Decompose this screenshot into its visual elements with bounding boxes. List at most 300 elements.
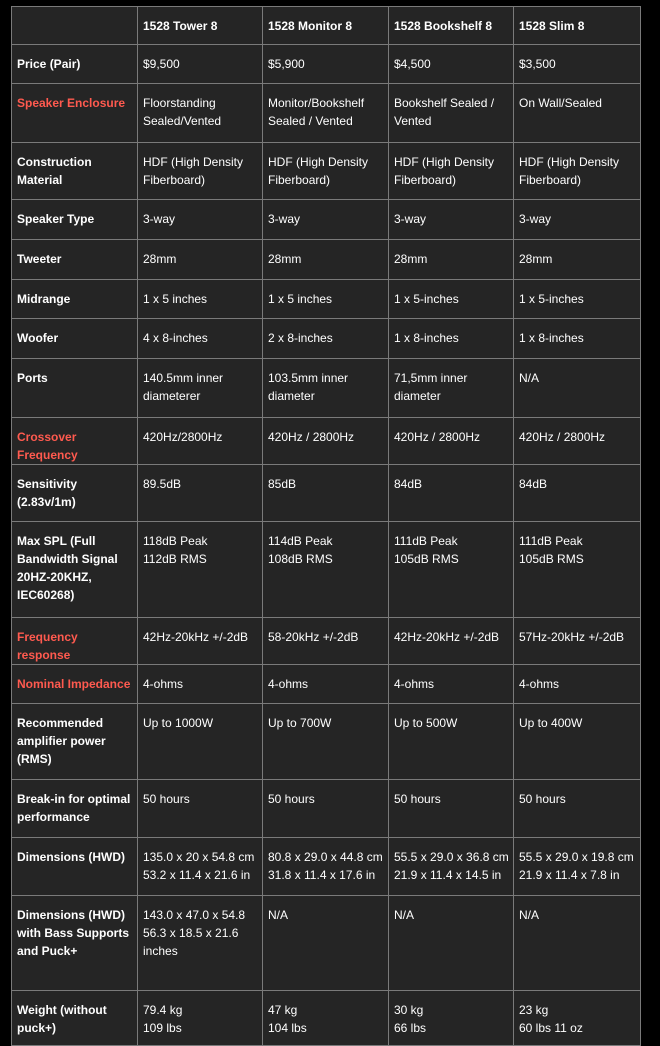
row-label-line: Sensitivity	[17, 477, 78, 491]
spec-value	[143, 780, 257, 808]
spec-value-cell	[389, 319, 514, 359]
spec-value-cell	[389, 240, 514, 280]
spec-value-line: Monitor/Bookshelf	[268, 96, 365, 110]
spec-value	[394, 240, 508, 268]
spec-value-line: 71,5mm inner	[394, 371, 468, 385]
row-label	[12, 618, 138, 665]
row-label-text	[17, 319, 132, 347]
spec-value-line: 420Hz/2800Hz	[143, 430, 223, 444]
spec-value-cell	[514, 143, 641, 200]
spec-value-line: 85dB	[268, 477, 297, 491]
row-label-line: Recommended	[17, 716, 104, 730]
spec-value-line: Fiberboard)	[519, 173, 582, 187]
row-label-line: 20HZ-20KHZ,	[17, 570, 92, 584]
row-label-line: performance	[17, 810, 90, 824]
spec-value-line: diameter	[394, 389, 441, 403]
spec-value-line: Sealed/Vented	[143, 114, 222, 128]
spec-value-line: Vented	[394, 114, 432, 128]
spec-value	[519, 704, 635, 732]
spec-value-line: Fiberboard)	[394, 173, 457, 187]
spec-value	[394, 991, 508, 1037]
spec-row	[12, 465, 641, 522]
row-label	[12, 319, 138, 359]
spec-value-line: N/A	[268, 908, 289, 922]
spec-value-cell	[514, 838, 641, 896]
spec-value	[143, 143, 257, 189]
header-model-tower: 1528 Tower 8	[138, 7, 263, 45]
row-label-text	[17, 780, 132, 826]
spec-value-line: 50 hours	[268, 792, 315, 806]
spec-value-line: 4-ohms	[394, 677, 435, 691]
spec-row	[12, 240, 641, 280]
spec-value-cell	[138, 838, 263, 896]
spec-value-line: 42Hz-20kHz +/-2dB	[394, 630, 500, 644]
spec-row	[12, 418, 641, 465]
spec-value-cell	[138, 280, 263, 319]
spec-value	[519, 991, 635, 1037]
spec-value	[394, 838, 508, 884]
spec-value-line: 47 kg	[268, 1003, 298, 1017]
spec-value	[394, 780, 508, 808]
spec-value-cell	[138, 319, 263, 359]
row-label	[12, 465, 138, 522]
spec-value-cell	[263, 991, 389, 1046]
spec-value-line: 28mm	[519, 252, 553, 266]
spec-value	[143, 240, 257, 268]
spec-value-line: 1 x 8-inches	[394, 331, 459, 345]
spec-value-line: Up to 1000W	[143, 716, 214, 730]
spec-value	[143, 838, 257, 884]
spec-value-line: 108dB RMS	[268, 552, 333, 566]
spec-row	[12, 319, 641, 359]
spec-row	[12, 991, 641, 1046]
row-label-line: Dimensions (HWD)	[17, 850, 125, 864]
spec-value-cell	[514, 319, 641, 359]
row-label-line: Midrange	[17, 292, 71, 306]
spec-value-line: 112dB RMS	[143, 552, 207, 566]
spec-value-line: 2 x 8-inches	[268, 331, 333, 345]
spec-value-line: 84dB	[519, 477, 548, 491]
spec-value-line: 105dB RMS	[394, 552, 459, 566]
spec-value	[143, 896, 257, 960]
row-label-line: Nominal Impedance	[17, 677, 131, 691]
spec-value-line: 109 lbs	[143, 1021, 182, 1035]
spec-value-line: 1 x 5-inches	[394, 292, 459, 306]
spec-value-cell	[138, 704, 263, 780]
spec-table-body	[12, 45, 641, 1046]
row-label-line: Tweeter	[17, 252, 62, 266]
spec-value-line: 103.5mm inner	[268, 371, 349, 385]
row-label-line: Frequency response	[17, 630, 78, 662]
spec-value	[268, 991, 383, 1037]
spec-value	[519, 84, 635, 112]
spec-value	[519, 838, 635, 884]
spec-value-line: 420Hz / 2800Hz	[519, 430, 606, 444]
spec-value-cell	[389, 704, 514, 780]
row-label	[12, 143, 138, 200]
spec-value	[268, 838, 383, 884]
spec-value	[519, 896, 635, 924]
row-label-text	[17, 618, 132, 664]
row-label-line: (2.83v/1m)	[17, 495, 76, 509]
spec-value	[519, 359, 635, 387]
spec-value	[268, 359, 383, 405]
spec-value-cell	[514, 991, 641, 1046]
spec-value-cell	[138, 991, 263, 1046]
spec-value	[268, 704, 383, 732]
row-label-line: Weight (without	[17, 1003, 107, 1017]
spec-value-line: Up to 700W	[268, 716, 332, 730]
spec-value-line: inches	[143, 944, 178, 958]
spec-value-line: Bookshelf Sealed /	[394, 96, 495, 110]
row-label	[12, 84, 138, 143]
spec-row	[12, 280, 641, 319]
spec-value-cell	[514, 522, 641, 618]
spec-value-line: 21.9 x 11.4 x 14.5 in	[394, 868, 502, 882]
spec-value-line: 135.0 x 20 x 54.8 cm	[143, 850, 255, 864]
row-label-text	[17, 143, 132, 189]
row-label-line: puck+)	[17, 1021, 57, 1035]
spec-value	[143, 200, 257, 228]
spec-value-cell	[514, 200, 641, 240]
spec-value-cell	[138, 418, 263, 465]
spec-value-line: 21.9 x 11.4 x 7.8 in	[519, 868, 620, 882]
spec-value-cell	[138, 665, 263, 704]
spec-value	[519, 143, 635, 189]
spec-value	[143, 665, 257, 693]
spec-value-line: 31.8 x 11.4 x 17.6 in	[268, 868, 376, 882]
spec-value	[268, 465, 383, 493]
spec-value-line: 42Hz-20kHz +/-2dB	[143, 630, 249, 644]
row-label-text	[17, 838, 132, 866]
row-label-line: with Bass Supports	[17, 926, 130, 940]
row-label-line: amplifier power	[17, 734, 106, 748]
spec-value-cell	[263, 359, 389, 418]
spec-value-line: 58-20kHz +/-2dB	[268, 630, 359, 644]
spec-value-cell	[138, 522, 263, 618]
row-label-line: Dimensions (HWD)	[17, 908, 125, 922]
spec-value	[143, 418, 257, 446]
spec-value	[394, 665, 508, 693]
row-label	[12, 665, 138, 704]
spec-value-cell	[138, 359, 263, 418]
spec-value	[519, 465, 635, 493]
spec-value-cell	[263, 84, 389, 143]
spec-value-line: 23 kg	[519, 1003, 549, 1017]
spec-value-line: 420Hz / 2800Hz	[394, 430, 481, 444]
spec-value-cell	[263, 280, 389, 319]
row-label	[12, 896, 138, 991]
spec-value-line: HDF (High Density	[519, 155, 620, 169]
spec-row	[12, 838, 641, 896]
spec-value-line: 55.5 x 29.0 x 19.8 cm	[519, 850, 634, 864]
spec-value	[143, 618, 257, 646]
spec-value-cell	[514, 665, 641, 704]
row-label-line: Price (Pair)	[17, 57, 81, 71]
spec-value	[143, 319, 257, 347]
spec-value-line: $4,500	[394, 57, 431, 71]
spec-value-line: HDF (High Density	[143, 155, 244, 169]
spec-value-cell	[263, 780, 389, 838]
row-label-text	[17, 45, 132, 73]
spec-row	[12, 84, 641, 143]
row-label	[12, 522, 138, 618]
row-label-text	[17, 240, 132, 268]
header-model-monitor: 1528 Monitor 8	[263, 7, 389, 45]
spec-value-line: Fiberboard)	[268, 173, 331, 187]
spec-value	[268, 522, 383, 568]
spec-value-cell	[263, 618, 389, 665]
spec-value-cell	[514, 896, 641, 991]
spec-value-line: 1 x 5-inches	[519, 292, 584, 306]
spec-value	[394, 200, 508, 228]
spec-value	[519, 780, 635, 808]
row-label	[12, 704, 138, 780]
spec-value	[394, 45, 508, 73]
spec-value-cell	[138, 200, 263, 240]
row-label-line: Woofer	[17, 331, 59, 345]
spec-value	[394, 704, 508, 732]
spec-value-cell	[263, 465, 389, 522]
spec-value	[143, 991, 257, 1037]
spec-value-line: 4-ohms	[519, 677, 560, 691]
spec-value-cell	[138, 896, 263, 991]
spec-value-line: 105dB RMS	[519, 552, 584, 566]
row-label	[12, 991, 138, 1046]
spec-value-line: On Wall/Sealed	[519, 96, 602, 110]
spec-value-line: $3,500	[519, 57, 556, 71]
spec-value-line: 143.0 x 47.0 x 54.8	[143, 908, 246, 922]
row-label-line: Construction Material	[17, 155, 92, 187]
spec-value-line: 28mm	[268, 252, 302, 266]
spec-value-line: 53.2 x 11.4 x 21.6 in	[143, 868, 251, 882]
spec-value	[519, 522, 635, 568]
row-label-line: Break-in for optimal	[17, 792, 131, 806]
spec-value	[143, 84, 257, 130]
spec-value	[519, 665, 635, 693]
row-label-text	[17, 359, 132, 387]
spec-value-line: N/A	[519, 908, 540, 922]
spec-value	[394, 359, 508, 405]
spec-value-line: 4-ohms	[143, 677, 184, 691]
row-label-text	[17, 465, 132, 511]
row-label	[12, 240, 138, 280]
spec-value-line: $9,500	[143, 57, 180, 71]
spec-value	[394, 143, 508, 189]
spec-value-cell	[138, 143, 263, 200]
spec-value-cell	[514, 280, 641, 319]
row-label	[12, 280, 138, 319]
spec-value	[519, 45, 635, 73]
spec-value-cell	[389, 896, 514, 991]
spec-value-line: 118dB Peak	[143, 534, 208, 548]
spec-value-line: 57Hz-20kHz +/-2dB	[519, 630, 625, 644]
spec-value	[268, 618, 383, 646]
spec-value-line: 56.3 x 18.5 x 21.6	[143, 926, 239, 940]
spec-value	[268, 418, 383, 446]
spec-value-line: 4-ohms	[268, 677, 309, 691]
spec-value	[268, 143, 383, 189]
spec-row	[12, 665, 641, 704]
spec-value-cell	[389, 618, 514, 665]
spec-row	[12, 704, 641, 780]
spec-value-line: 1 x 5 inches	[268, 292, 333, 306]
spec-value-line: 79.4 kg	[143, 1003, 183, 1017]
spec-value-cell	[138, 240, 263, 280]
spec-value-line: 30 kg	[394, 1003, 424, 1017]
spec-value	[519, 618, 635, 646]
spec-value	[268, 780, 383, 808]
spec-value-cell	[138, 84, 263, 143]
spec-value-cell	[263, 45, 389, 84]
spec-value	[268, 896, 383, 924]
spec-value	[519, 280, 635, 308]
spec-value-line: 28mm	[394, 252, 428, 266]
row-label-text	[17, 665, 132, 693]
spec-value	[143, 704, 257, 732]
spec-value	[519, 240, 635, 268]
row-label	[12, 359, 138, 418]
spec-value	[394, 84, 508, 130]
row-label-line: Speaker Type	[17, 212, 95, 226]
row-label-text	[17, 991, 132, 1037]
spec-value-line: 66 lbs	[394, 1021, 427, 1035]
header-row	[12, 7, 641, 45]
spec-value-cell	[514, 84, 641, 143]
spec-value-cell	[138, 45, 263, 84]
spec-value-line: HDF (High Density	[394, 155, 495, 169]
row-label-line: and Puck+	[17, 944, 78, 958]
spec-value-cell	[389, 418, 514, 465]
spec-value-line: 28mm	[143, 252, 177, 266]
spec-value-line: Up to 400W	[519, 716, 583, 730]
header-model-slim: 1528 Slim 8	[514, 7, 641, 45]
spec-row	[12, 200, 641, 240]
spec-value-cell	[138, 618, 263, 665]
spec-value-line: Sealed / Vented	[268, 114, 353, 128]
spec-value-cell	[514, 704, 641, 780]
spec-value-cell	[263, 522, 389, 618]
spec-value	[143, 280, 257, 308]
spec-value-cell	[514, 240, 641, 280]
spec-value	[394, 319, 508, 347]
spec-value	[394, 465, 508, 493]
spec-value-line: Fiberboard)	[143, 173, 206, 187]
spec-value-cell	[138, 780, 263, 838]
row-label-line: Bandwidth Signal	[17, 552, 118, 566]
spec-value-line: HDF (High Density	[268, 155, 369, 169]
row-label	[12, 838, 138, 896]
speaker-spec-table	[11, 6, 641, 1046]
spec-value	[519, 319, 635, 347]
spec-value-line: 60 lbs 11 oz	[519, 1021, 583, 1035]
spec-value-cell	[389, 465, 514, 522]
spec-value	[143, 359, 257, 405]
spec-value-cell	[514, 618, 641, 665]
spec-value	[394, 618, 508, 646]
spec-value-line: 140.5mm inner	[143, 371, 224, 385]
spec-value	[143, 45, 257, 73]
spec-value-line: 80.8 x 29.0 x 44.8 cm	[268, 850, 383, 864]
spec-row	[12, 45, 641, 84]
spec-value-cell	[389, 838, 514, 896]
spec-value-cell	[263, 838, 389, 896]
row-label-text	[17, 280, 132, 308]
row-label-text	[17, 200, 132, 228]
spec-value-cell	[514, 359, 641, 418]
spec-value	[268, 200, 383, 228]
spec-value-line: 50 hours	[519, 792, 566, 806]
spec-value-line: 1 x 5 inches	[143, 292, 208, 306]
spec-value-cell	[389, 200, 514, 240]
spec-value	[394, 522, 508, 568]
spec-row	[12, 780, 641, 838]
row-label-text	[17, 418, 132, 464]
row-label-text	[17, 522, 132, 604]
spec-value-cell	[263, 896, 389, 991]
row-label-text	[17, 896, 132, 960]
spec-value-line: 55.5 x 29.0 x 36.8 cm	[394, 850, 509, 864]
row-label	[12, 45, 138, 84]
spec-value	[268, 84, 383, 130]
spec-value-line: $5,900	[268, 57, 305, 71]
spec-value-cell	[389, 45, 514, 84]
row-label	[12, 780, 138, 838]
row-label-line: Max SPL (Full	[17, 534, 96, 548]
spec-value-line: 3-way	[268, 212, 301, 226]
spec-value-line: 111dB Peak	[519, 534, 583, 548]
spec-value-line: 3-way	[143, 212, 176, 226]
spec-value-cell	[263, 143, 389, 200]
spec-value-line: 3-way	[394, 212, 427, 226]
spec-row	[12, 522, 641, 618]
spec-value-line: 1 x 8-inches	[519, 331, 584, 345]
row-label-line: Crossover Frequency	[17, 430, 78, 462]
spec-value	[268, 45, 383, 73]
spec-value	[519, 418, 635, 446]
spec-value-line: diameter	[268, 389, 315, 403]
spec-row	[12, 618, 641, 665]
spec-value-cell	[389, 991, 514, 1046]
header-model-bookshelf: 1528 Bookshelf 8	[389, 7, 514, 45]
row-label-line: (RMS)	[17, 752, 52, 766]
spec-value	[268, 319, 383, 347]
spec-value	[519, 200, 635, 228]
spec-value-line: Up to 500W	[394, 716, 458, 730]
row-label-line: Ports	[17, 371, 48, 385]
spec-value	[268, 665, 383, 693]
spec-value-line: 3-way	[519, 212, 552, 226]
spec-value-line: N/A	[519, 371, 540, 385]
spec-value-cell	[138, 465, 263, 522]
spec-value-line: 50 hours	[394, 792, 441, 806]
spec-value-line: 420Hz / 2800Hz	[268, 430, 355, 444]
spec-value-line: 4 x 8-inches	[143, 331, 208, 345]
spec-value-cell	[263, 319, 389, 359]
spec-value-line: Floorstanding	[143, 96, 216, 110]
row-label-line: Speaker Enclosure	[17, 96, 126, 110]
spec-value-line: 114dB Peak	[268, 534, 333, 548]
spec-value-cell	[389, 665, 514, 704]
spec-value-cell	[389, 780, 514, 838]
spec-value-cell	[389, 143, 514, 200]
spec-value	[268, 280, 383, 308]
spec-value-line: N/A	[394, 908, 415, 922]
spec-value-cell	[514, 45, 641, 84]
spec-row	[12, 896, 641, 991]
spec-value-cell	[389, 522, 514, 618]
spec-value	[143, 522, 257, 568]
